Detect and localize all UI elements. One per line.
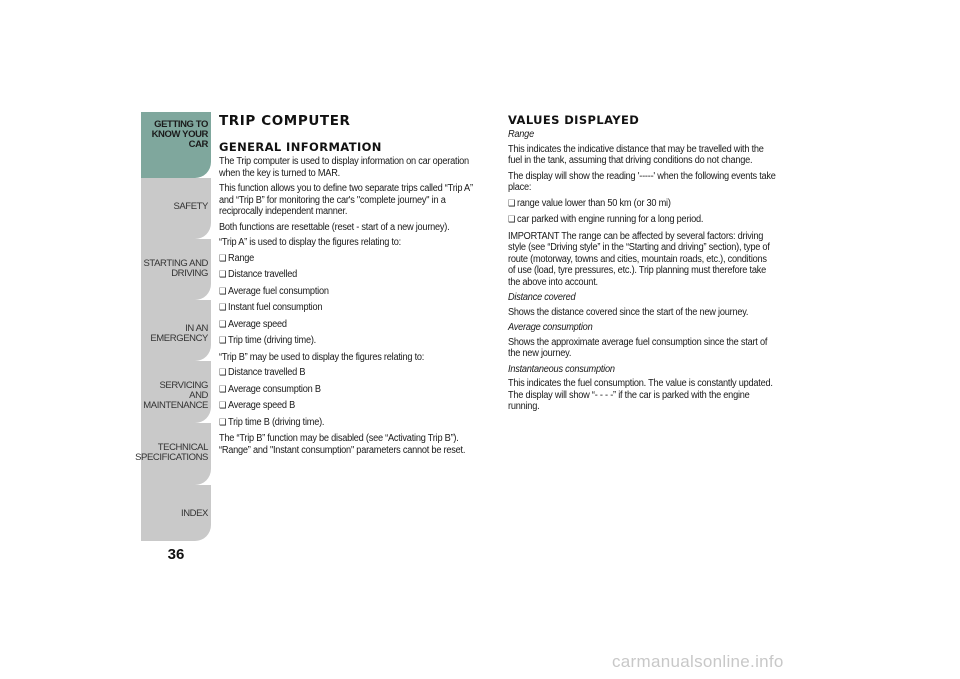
paragraph: “Trip A” is used to display the figures relating to: (219, 237, 402, 248)
section-title: TRIP COMPUTER (219, 113, 351, 129)
heading-instantaneous-consumption: Instantaneous consumption (508, 363, 615, 375)
tab-index[interactable] (141, 485, 211, 541)
tab-in-an-emergency[interactable] (141, 300, 211, 361)
list-item: ❑ Distance travelled B (219, 367, 479, 379)
paragraph: The display will show the reading '-----' when the following events take place: (508, 170, 776, 193)
tab-safety[interactable] (141, 178, 211, 239)
list-item: ❑ car parked with engine running for a long period. (508, 214, 776, 226)
paragraph: The “Trip B” function may be disabled (see “Activating Trip B”). “Range” and "Instant consumption" parameters cannot be reset. (219, 433, 466, 456)
heading-range: Range (508, 129, 534, 140)
tab-label: GETTING TO KNOW YOUR CAR (151, 119, 208, 150)
tab-starting-and-driving[interactable] (141, 239, 211, 300)
tab-servicing-and-maintenance[interactable] (141, 361, 211, 423)
tab-getting-to-know-your-car[interactable] (141, 112, 211, 178)
paragraph: This indicates the fuel consumption. The value is constantly updated. The display will show “- - - -” if the car is parked with the engine running. (508, 378, 773, 412)
list-item: ❑ range value lower than 50 km (or 30 mi) (508, 198, 776, 210)
list-item: ❑ Average consumption B (219, 384, 479, 396)
list-item: ❑ Average speed (219, 319, 479, 331)
page-number: 36 (167, 546, 185, 563)
left-column (219, 112, 481, 460)
list-item: ❑ Trip time B (driving time). (219, 417, 479, 429)
tab-technical-specifications[interactable] (135, 423, 211, 485)
paragraph: Both functions are resettable (reset - start of a new journey). (219, 221, 450, 233)
tab-label: IN AN EMERGENCY (150, 323, 208, 344)
paragraph: This function allows you to define two separate trips called “Trip A” and “Trip B” for monitoring the car's "complete journey" in a reciprocally independent manner. (219, 183, 473, 217)
right-column (508, 112, 778, 417)
paragraph: This indicates the indicative distance that may be travelled with the fuel in the tank, assuming that driving conditions do not change. (508, 143, 764, 166)
heading-distance: Distance covered (508, 292, 576, 303)
list-item: ❑ Average fuel consumption (219, 286, 479, 298)
paragraph: Shows the distance covered since the start of the new journey. (508, 306, 749, 318)
tab-label: TECHNICAL SPECIFICATIONS (135, 442, 208, 463)
tab-label: INDEX (180, 508, 208, 519)
list-item: ❑ Range (219, 253, 479, 265)
heading-average-consumption: Average consumption (508, 322, 593, 333)
subsection-title: GENERAL INFORMATION (219, 140, 382, 154)
paragraph: The Trip computer is used to display information on car operation when the key is turned to MAR. (219, 156, 469, 179)
tab-label: STARTING AND DRIVING (143, 258, 208, 279)
list-item: ❑ Instant fuel consumption (219, 302, 479, 314)
important-note: IMPORTANT The range can be affected by several factors: driving style (see “Driving style” in the “Starting and driving” section), type of route (motorway, towns and cities, mountain roads, etc.), conditions of use (load, tyre pressures, etc.). Trip planning must therefore take the above into account. (508, 230, 770, 288)
subsection-title: VALUES DISPLAYED (508, 113, 640, 127)
paragraph: “Trip B” may be used to display the figures relating to: (219, 351, 425, 363)
watermark: carmanualsonline.info (612, 652, 784, 671)
tab-label: SAFETY (173, 201, 208, 212)
tab-label: SERVICING AND MAINTENANCE (143, 380, 208, 411)
list-item: ❑ Average speed B (219, 400, 479, 412)
list-item: ❑ Distance travelled (219, 269, 479, 281)
paragraph: Shows the approximate average fuel consumption since the start of the new journey. (508, 336, 768, 359)
list-item: ❑ Trip time (driving time). (219, 335, 479, 347)
